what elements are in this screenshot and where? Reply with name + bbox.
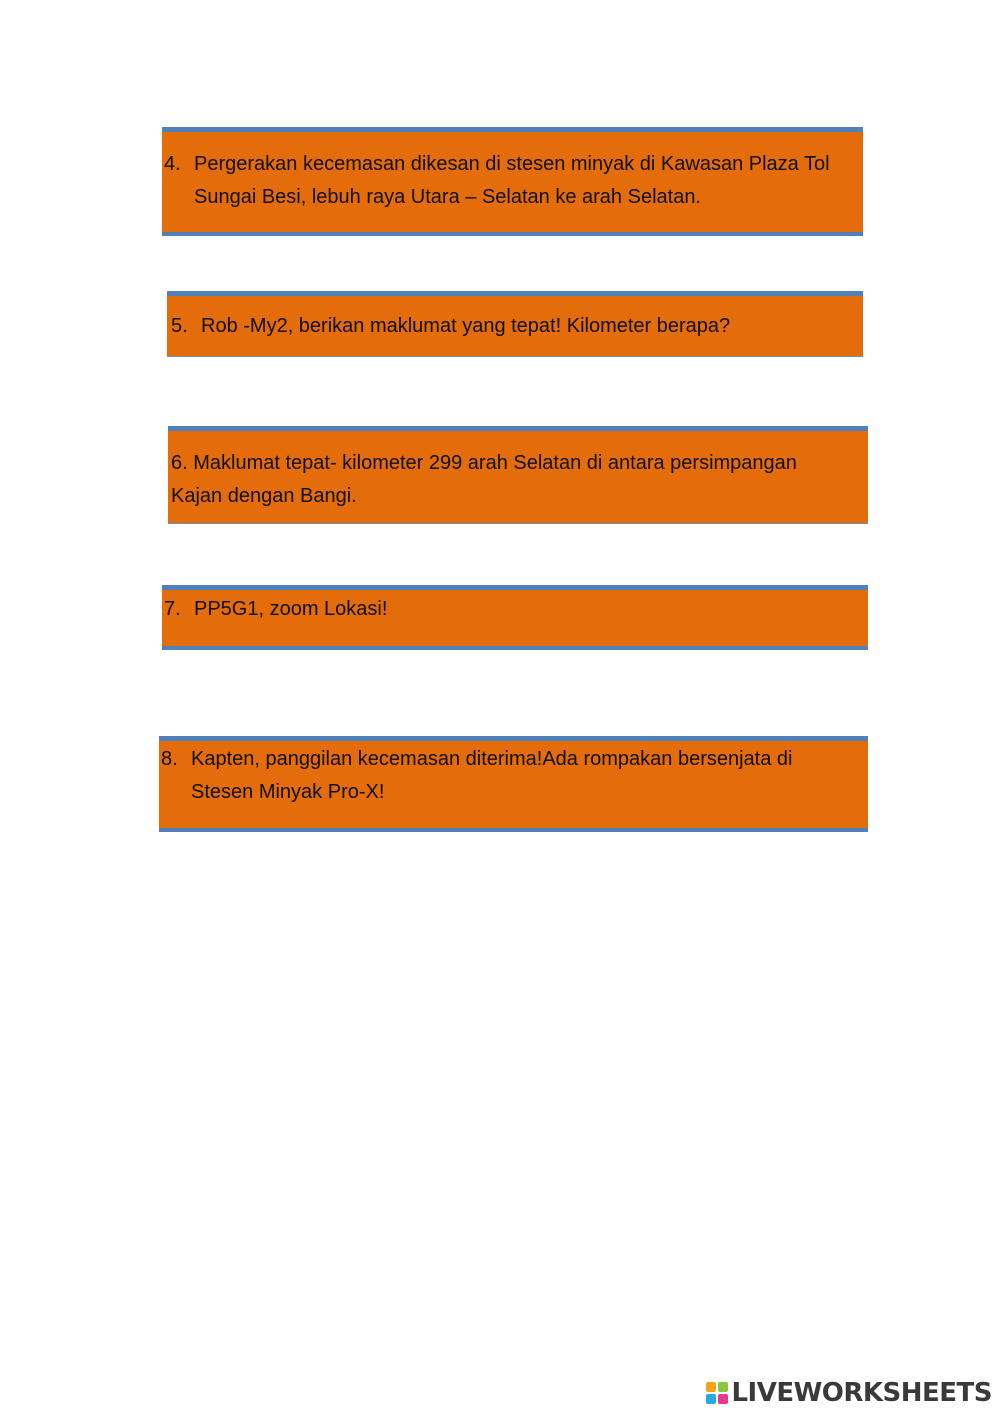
item-text [171, 447, 866, 513]
item-number: 4. [164, 153, 181, 175]
dialog-box-5 [167, 291, 863, 357]
list-item [164, 148, 861, 214]
item-text-line: Pergerakan kecemasan dikesan di stesen minyak di Kawasan Plaza Tol [194, 153, 830, 175]
item-text [194, 593, 866, 626]
liveworksheets-logo[interactable] [706, 1377, 992, 1409]
logo-square [706, 1394, 716, 1404]
logo-square [706, 1382, 716, 1392]
dialog-box-8 [159, 736, 868, 832]
item-text-line: Rob -My2, berikan maklumat yang tepat! Kilometer berapa? [201, 315, 731, 337]
item-text-line: 6. Maklumat tepat- kilometer 299 arah Selatan di antara persimpangan [171, 452, 797, 474]
item-text-line: Stesen Minyak Pro-X! [191, 781, 385, 803]
logo-square [718, 1394, 728, 1404]
item-text [194, 148, 861, 214]
item-number: 7. [164, 598, 181, 620]
item-text-line: Sungai Besi, lebuh raya Utara – Selatan ke arah Selatan. [194, 186, 701, 208]
item-number: 8. [161, 748, 178, 770]
item-text [201, 310, 861, 343]
item-text-line: Kapten, panggilan kecemasan diterima!Ada rompakan bersenjata di [191, 748, 793, 770]
list-item [164, 593, 866, 626]
dialog-box-4 [162, 127, 863, 236]
item-text-line: Kajan dengan Bangi. [171, 485, 357, 507]
list-item [161, 743, 866, 809]
list-item [171, 310, 861, 343]
dialog-box-6 [168, 426, 868, 524]
item-text [191, 743, 866, 809]
logo-text: LIVEWORKSHEETS [731, 1378, 992, 1408]
item-number: 5. [171, 315, 188, 337]
liveworksheets-logo-icon [706, 1382, 728, 1404]
item-text-line: PP5G1, zoom Lokasi! [194, 598, 388, 620]
logo-square [718, 1382, 728, 1392]
dialog-box-7 [162, 585, 868, 650]
